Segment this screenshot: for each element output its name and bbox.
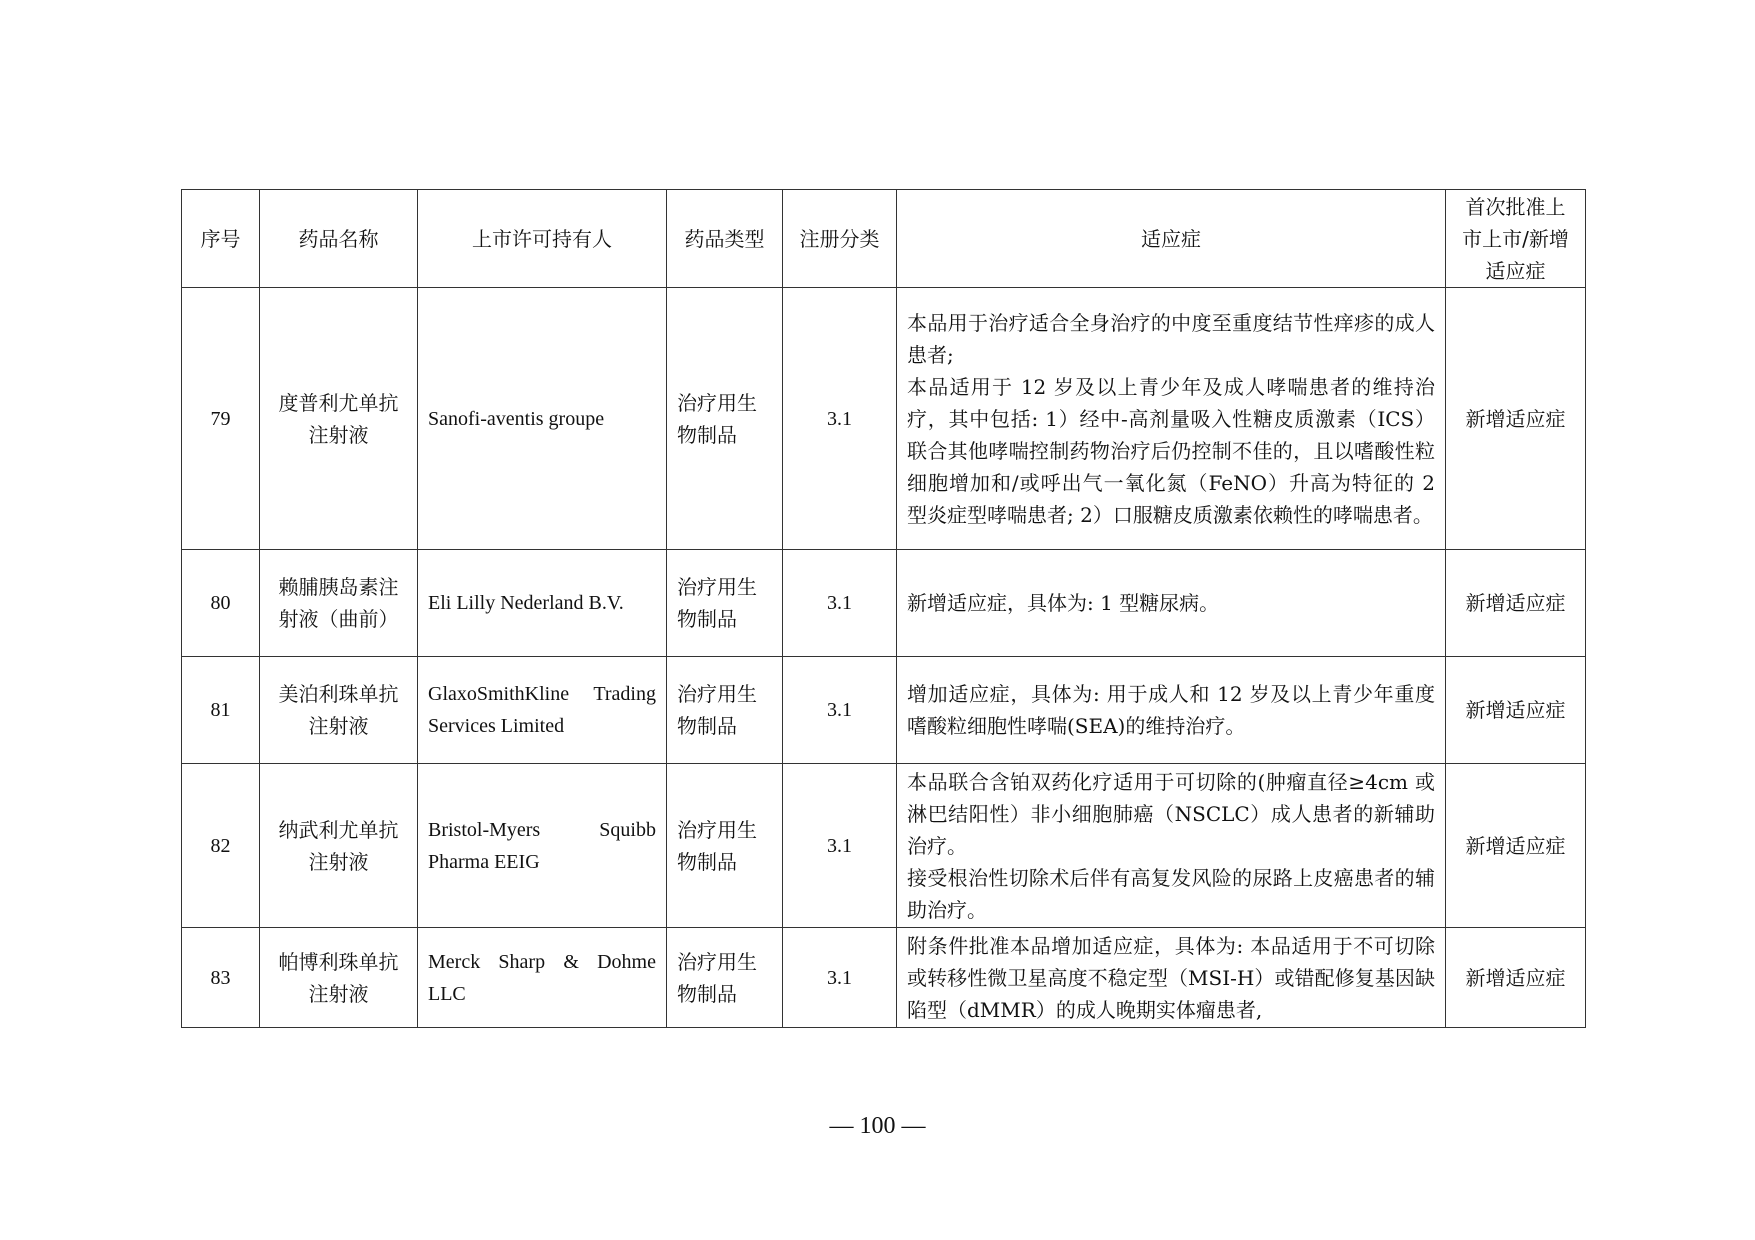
cell-approval: 新增适应症	[1446, 550, 1586, 657]
cell-holder: Sanofi-aventis groupe	[418, 288, 667, 550]
header-drug-type: 药品类型	[667, 190, 783, 288]
header-holder: 上市许可持有人	[418, 190, 667, 288]
cell-drug-type: 治疗用生物制品	[667, 657, 783, 764]
cell-drug-type: 治疗用生物制品	[667, 764, 783, 928]
table-row	[182, 550, 1586, 657]
cell-category: 3.1	[783, 657, 897, 764]
table-row	[182, 288, 1586, 550]
header-indication: 适应症	[897, 190, 1446, 288]
cell-seq: 83	[182, 928, 260, 1028]
cell-approval: 新增适应症	[1446, 764, 1586, 928]
table-row	[182, 657, 1586, 764]
header-approval: 首次批准上市上市/新增适应症	[1446, 190, 1586, 288]
cell-indication: 增加适应症，具体为: 用于成人和 12 岁及以上青少年重度嗜酸粒细胞性哮喘(SEA)的维持治疗。	[897, 657, 1446, 764]
cell-holder: Bristol-Myers Squibb Pharma EEIG	[418, 764, 667, 928]
cell-seq: 80	[182, 550, 260, 657]
header-seq: 序号	[182, 190, 260, 288]
cell-indication: 附条件批准本品增加适应症，具体为: 本品适用于不可切除或转移性微卫星高度不稳定型（MSI-H）或错配修复基因缺陷型（dMMR）的成人晚期实体瘤患者,	[897, 928, 1446, 1028]
cell-drug-name: 美泊利珠单抗注射液	[260, 657, 418, 764]
table-row	[182, 928, 1586, 1028]
header-category: 注册分类	[783, 190, 897, 288]
cell-indication: 本品用于治疗适合全身治疗的中度至重度结节性痒疹的成人患者; 本品适用于 12 岁及以上青少年及成人哮喘患者的维持治疗，其中包括: 1）经中-高剂量吸入性糖皮质激素（ICS）联合其他哮喘控制药物治疗后仍控制不佳的，且以嗜酸性粒细胞增加和/或呼出气一氧化氮（FeNO）升高为特征的 2 型炎症型哮喘患者; 2）口服糖皮质激素依赖性的哮喘患者。	[897, 288, 1446, 550]
page-number: — 100 —	[829, 1113, 926, 1139]
cell-approval: 新增适应症	[1446, 928, 1586, 1028]
cell-drug-type: 治疗用生物制品	[667, 288, 783, 550]
cell-holder: Merck Sharp & Dohme LLC	[418, 928, 667, 1028]
cell-drug-name: 帕博利珠单抗注射液	[260, 928, 418, 1028]
cell-indication: 新增适应症，具体为: 1 型糖尿病。	[897, 550, 1446, 657]
table-row	[182, 764, 1586, 928]
cell-indication: 本品联合含铂双药化疗适用于可切除的(肿瘤直径≥4cm 或淋巴结阳性）非小细胞肺癌（NSCLC）成人患者的新辅助治疗。 接受根治性切除术后伴有高复发风险的尿路上皮癌患者的辅助治疗。	[897, 764, 1446, 928]
cell-drug-type: 治疗用生物制品	[667, 928, 783, 1028]
cell-category: 3.1	[783, 928, 897, 1028]
cell-category: 3.1	[783, 288, 897, 550]
cell-holder: GlaxoSmithKline Trading Services Limited	[418, 657, 667, 764]
header-drug-name: 药品名称	[260, 190, 418, 288]
cell-category: 3.1	[783, 550, 897, 657]
cell-drug-name: 度普利尤单抗注射液	[260, 288, 418, 550]
cell-drug-type: 治疗用生物制品	[667, 550, 783, 657]
cell-seq: 81	[182, 657, 260, 764]
cell-category: 3.1	[783, 764, 897, 928]
drug-approval-table	[181, 189, 1586, 1028]
header-row	[182, 190, 1586, 288]
cell-seq: 82	[182, 764, 260, 928]
cell-drug-name: 纳武利尤单抗注射液	[260, 764, 418, 928]
cell-approval: 新增适应症	[1446, 288, 1586, 550]
cell-holder: Eli Lilly Nederland B.V.	[418, 550, 667, 657]
cell-drug-name: 赖脯胰岛素注射液（曲前）	[260, 550, 418, 657]
cell-approval: 新增适应症	[1446, 657, 1586, 764]
cell-seq: 79	[182, 288, 260, 550]
